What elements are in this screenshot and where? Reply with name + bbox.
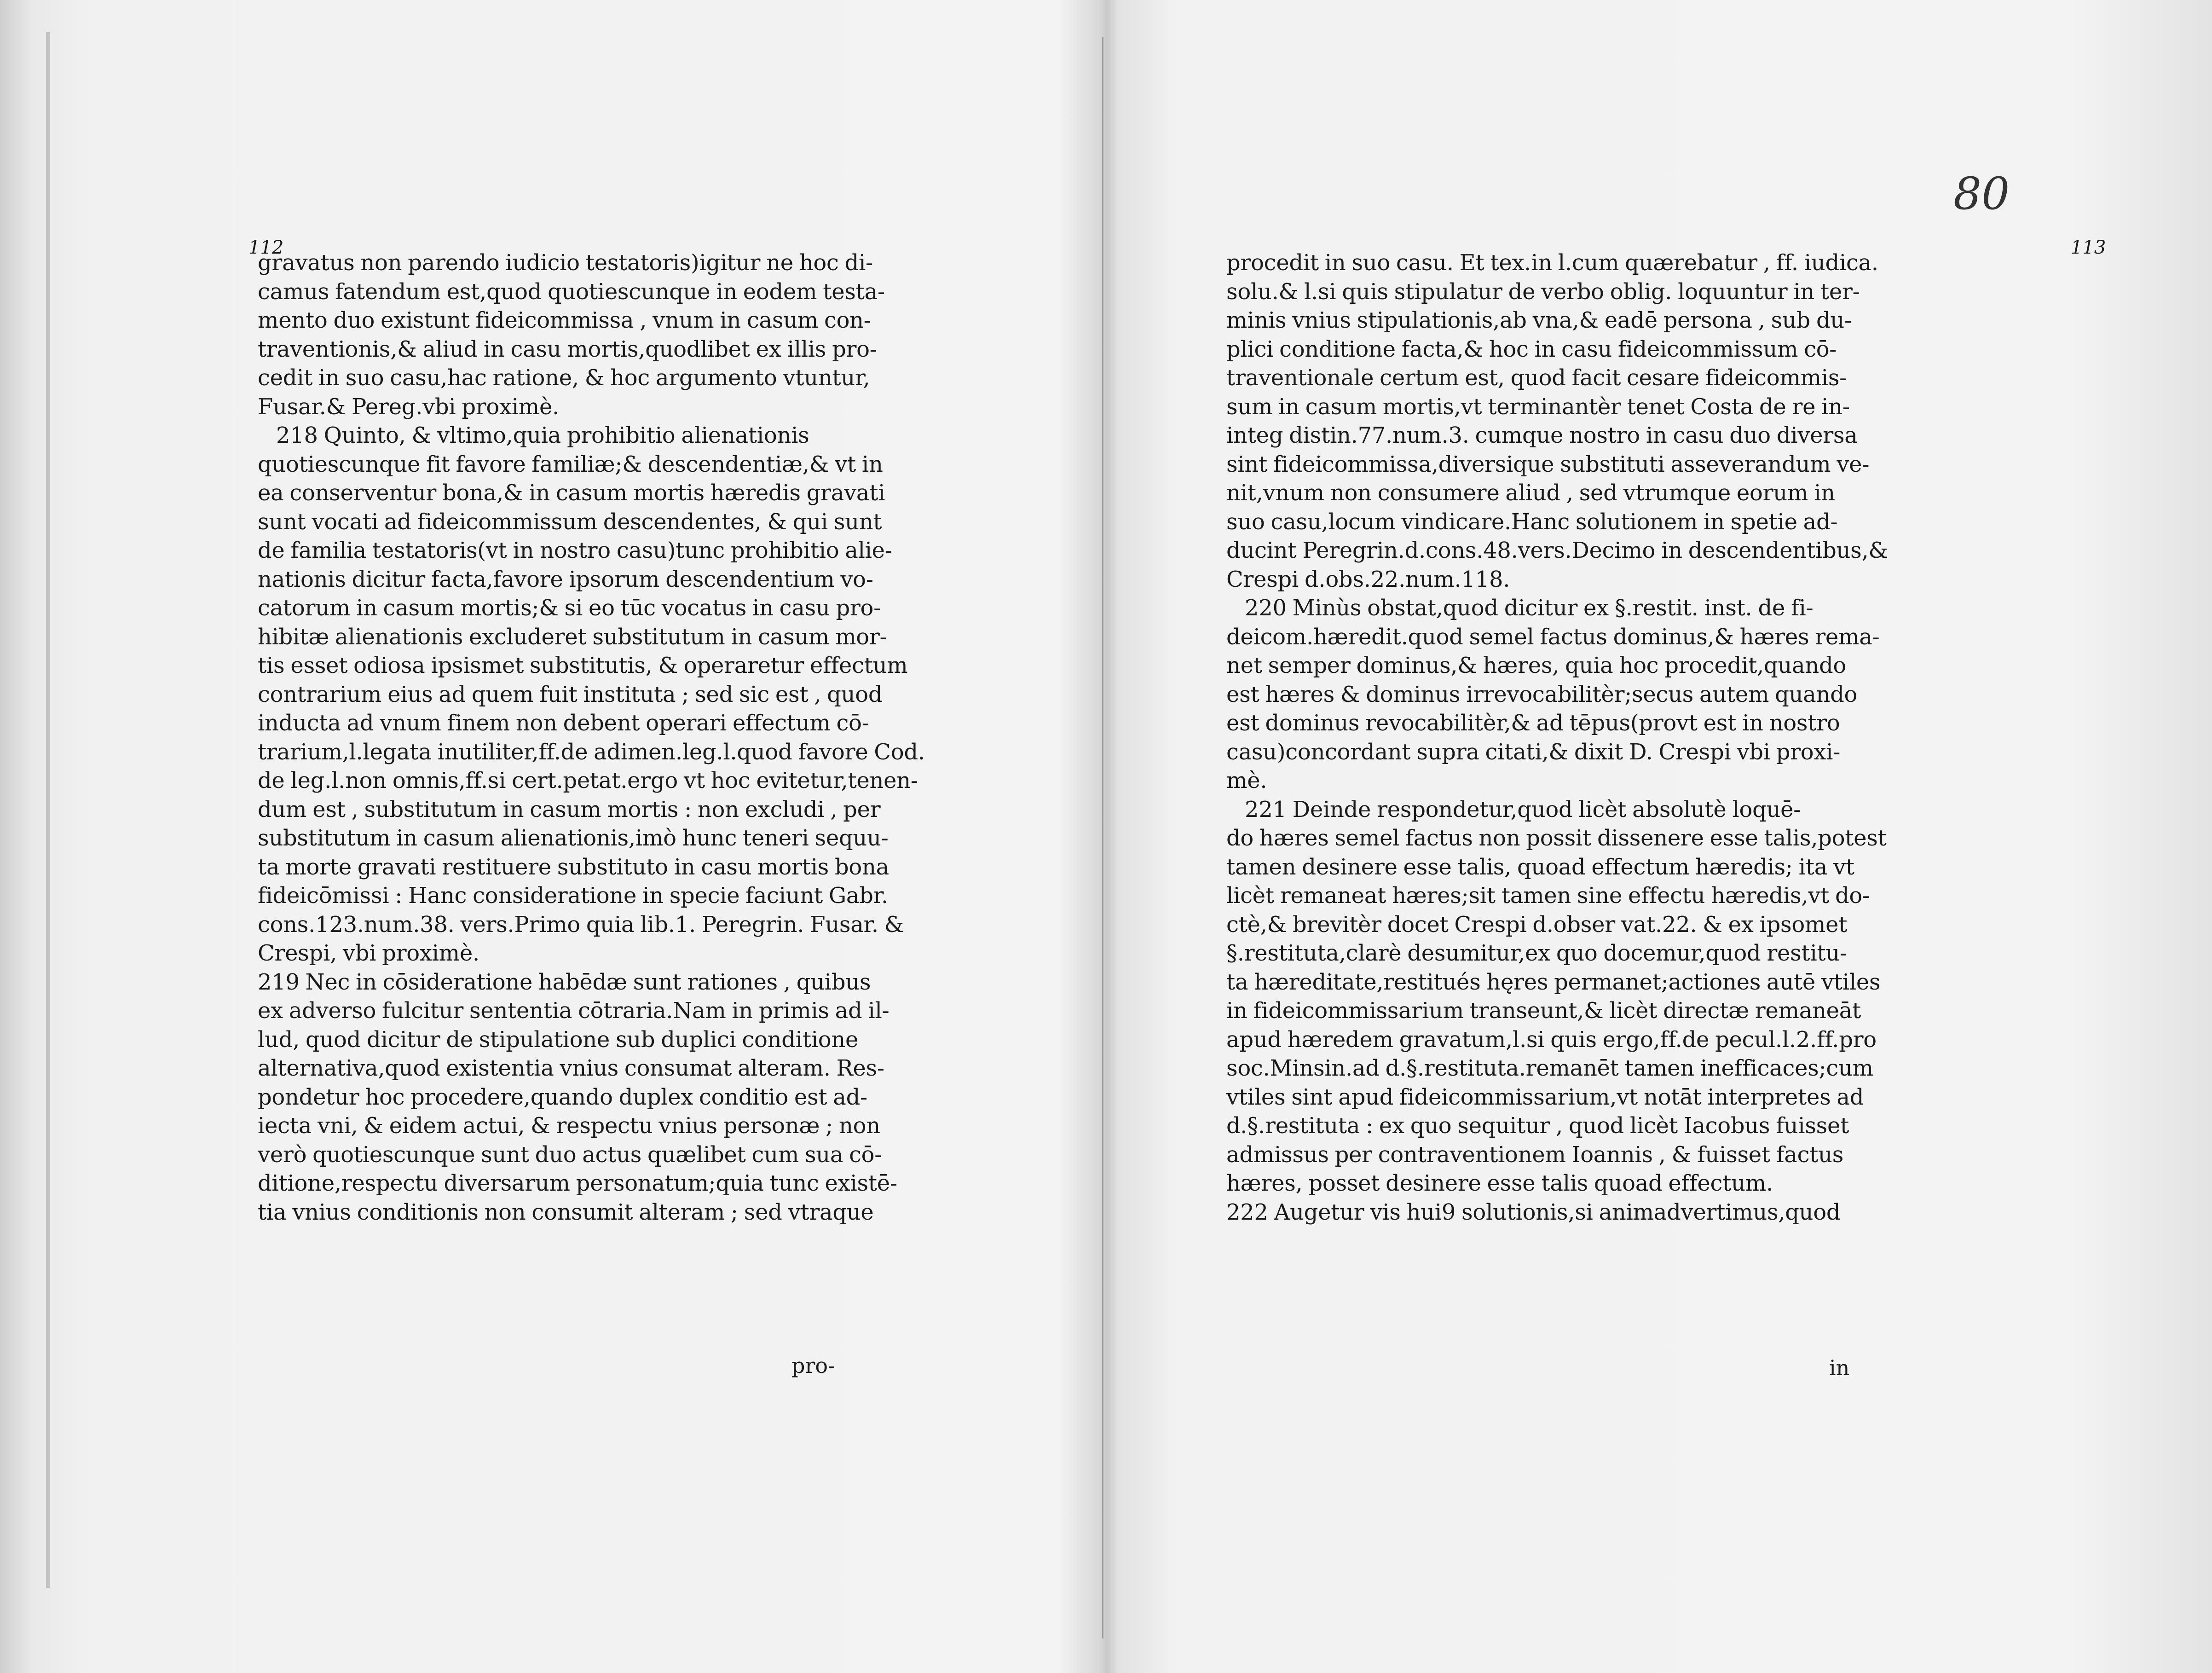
text-line: in fideicommissarium transeunt,& licèt directæ remaneāt: [1226, 998, 1861, 1024]
text-line: sint fideicommissa,diversique substituti asseverandum ve-: [1226, 451, 1870, 477]
text-line: ta morte gravati restituere substituto in casu mortis bona: [258, 854, 889, 880]
text-line: Crespi d.obs.22.num.118.: [1226, 566, 1510, 592]
text-line: substitutum in casum alienationis,imò hunc teneri sequu-: [258, 825, 889, 851]
text-line: Crespi, vbi proximè.: [258, 940, 479, 966]
text-line: sum in casum mortis,vt terminantèr tenet Costa de re in-: [1226, 394, 1850, 420]
text-line: procedit in suo casu. Et tex.in l.cum quærebatur , ff. iudica.: [1226, 250, 1878, 276]
text-line: hæres, posset desinere esse talis quoad effectum.: [1226, 1170, 1773, 1196]
text-line: plici conditione facta,& hoc in casu fideicommissum cō-: [1226, 336, 1837, 362]
text-line: pondetur hoc procedere,quando duplex conditio est ad-: [258, 1084, 867, 1110]
text-line: traventionis,& aliud in casu mortis,quodlibet ex illis pro-: [258, 336, 877, 362]
text-line: vtiles sint apud fideicommissarium,vt notāt interpretes ad: [1226, 1084, 1864, 1110]
text-line: dum est , substitutum in casum mortis : non excludi , per: [258, 796, 881, 822]
text-line: Fusar.& Pereg.vbi proximè.: [258, 394, 560, 420]
page-number: 112: [248, 237, 284, 258]
text-line: 218 Quinto, & vltimo,quia prohibitio alienationis: [276, 423, 809, 448]
text-line: soc.Minsin.ad d.§.restituta.remanēt tamen inefficaces;cum: [1226, 1055, 1873, 1081]
text-line: casu)concordant supra citati,& dixit D. Crespi vbi proxi-: [1226, 739, 1841, 765]
text-line: trarium,l.legata inutiliter,ff.de adimen.leg.l.quod favore Cod.: [258, 739, 925, 765]
text-line: mento duo existunt fideicommissa , vnum in casum con-: [258, 307, 871, 333]
text-line: est hæres & dominus irrevocabilitèr;secus autem quando: [1226, 681, 1858, 707]
text-line: de leg.l.non omnis,ff.si cert.petat.ergo vt hoc evitetur,tenen-: [258, 768, 918, 793]
text-line: §.restituta,clarè desumitur,ex quo docemur,quod restitu-: [1226, 940, 1847, 966]
text-line: tis esset odiosa ipsismet substitutis, & operaretur effectum: [258, 653, 908, 678]
text-line: 220 Minùs obstat,quod dicitur ex §.restit. inst. de fi-: [1245, 595, 1813, 621]
text-line: cons.123.num.38. vers.Primo quia lib.1. Peregrin. Fusar. &: [258, 911, 904, 938]
text-line: sunt vocati ad fideicommissum descendentes, & qui sunt: [258, 509, 882, 535]
text-line: ctè,& brevitèr docet Crespi d.obser vat.22. & ex ipsomet: [1226, 911, 1848, 938]
text-line: d.§.restituta : ex quo sequitur , quod licèt Iacobus fuisset: [1226, 1113, 1849, 1139]
text-line: nit,vnum non consumere aliud , sed vtrumque eorum in: [1226, 480, 1835, 506]
text-line: verò quotiescunque sunt duo actus quælibet cum sua cō-: [258, 1141, 882, 1168]
text-line: integ distin.77.num.3. cumque nostro in casu duo diversa: [1226, 423, 1858, 448]
text-line: deicom.hæredit.quod semel factus dominus,& hæres rema-: [1226, 624, 1880, 650]
text-line: nationis dicitur facta,favore ipsorum descendentium vo-: [258, 566, 873, 592]
text-line: ducint Peregrin.d.cons.48.vers.Decimo in descendentibus,&: [1226, 538, 1888, 563]
text-line: cedit in suo casu,hac ratione, & hoc argumento vtuntur,: [258, 365, 870, 391]
text-line: lud, quod dicitur de stipulatione sub duplici conditione: [258, 1026, 859, 1053]
text-line: do hæres semel factus non possit dissenere esse talis,potest: [1226, 825, 1887, 851]
text-line: camus fatendum est,quod quotiescunque in eodem testa-: [258, 278, 885, 305]
catchword: in: [1829, 1355, 1850, 1380]
text-line: fideicōmissi : Hanc consideratione in specie faciunt Gabr.: [258, 883, 888, 909]
text-line: alternativa,quod existentia vnius consumat alteram. Res-: [258, 1055, 884, 1081]
text-line: inducta ad vnum finem non debent operari effectum cō-: [258, 710, 869, 736]
left-page: [37, 0, 1104, 1673]
text-line: admissus per contraventionem Ioannis , & fuisset factus: [1226, 1141, 1844, 1168]
page-text: [258, 249, 930, 1227]
page-text: [1226, 249, 1917, 1227]
text-line: ex adverso fulcitur sententia cōtraria.Nam in primis ad il-: [258, 998, 889, 1024]
text-line: licèt remaneat hæres;sit tamen sine effectu hæredis,vt do-: [1226, 883, 1870, 909]
text-line: ta hæreditate,restitués hęres permanet;actiones autē vtiles: [1226, 969, 1881, 995]
text-line: gravatus non parendo iudicio testatoris)igitur ne hoc di-: [258, 250, 873, 276]
catchword: pro-: [791, 1353, 835, 1378]
handwritten-folio-number: 80: [1953, 168, 2010, 220]
text-line: hibitæ alienationis excluderet substitutum in casum mor-: [258, 624, 887, 650]
text-line: apud hæredem gravatum,l.si quis ergo,ff.de pecul.l.2.ff.pro: [1226, 1026, 1877, 1053]
text-line: suo casu,locum vindicare.Hanc solutionem in spetie ad-: [1226, 509, 1838, 535]
text-line: tia vnius conditionis non consumit alteram ; sed vtraque: [258, 1199, 874, 1225]
text-line: minis vnius stipulationis,ab vna,& eadē persona , sub du-: [1226, 307, 1852, 333]
right-page: [1109, 0, 2212, 1673]
text-line: iecta vni, & eidem actui, & respectu vnius personæ ; non: [258, 1113, 880, 1139]
text-line: net semper dominus,& hæres, quia hoc procedit,quando: [1226, 653, 1846, 678]
text-line: 221 Deinde respondetur,quod licèt absolutè loquē-: [1245, 796, 1801, 822]
text-line: ea conserventur bona,& in casum mortis hæredis gravati: [258, 480, 885, 506]
text-line: contrarium eius ad quem fuit instituta ; sed sic est , quod: [258, 681, 883, 707]
text-line: mè.: [1226, 768, 1267, 793]
page-number: 113: [2071, 237, 2106, 258]
text-line: 222 Augetur vis hui9 solutionis,si animadvertimus,quod: [1226, 1199, 1841, 1225]
text-line: quotiescunque fit favore familiæ;& descendentiæ,& vt in: [258, 451, 883, 477]
text-line: de familia testatoris(vt in nostro casu)tunc prohibitio alie-: [258, 538, 892, 563]
text-line: tamen desinere esse talis, quoad effectum hæredis; ita vt: [1226, 854, 1854, 880]
text-line: est dominus revocabilitèr,& ad tēpus(provt est in nostro: [1226, 710, 1840, 736]
text-line: catorum in casum mortis;& si eo tūc vocatus in casu pro-: [258, 595, 881, 621]
text-line: ditione,respectu diversarum personatum;quia tunc existē-: [258, 1170, 897, 1196]
text-line: 219 Nec in cōsideratione habēdæ sunt rationes , quibus: [258, 969, 871, 995]
text-line: solu.& l.si quis stipulatur de verbo oblig. loquuntur in ter-: [1226, 278, 1860, 305]
text-line: traventionale certum est, quod facit cesare fideicommis-: [1226, 365, 1847, 391]
